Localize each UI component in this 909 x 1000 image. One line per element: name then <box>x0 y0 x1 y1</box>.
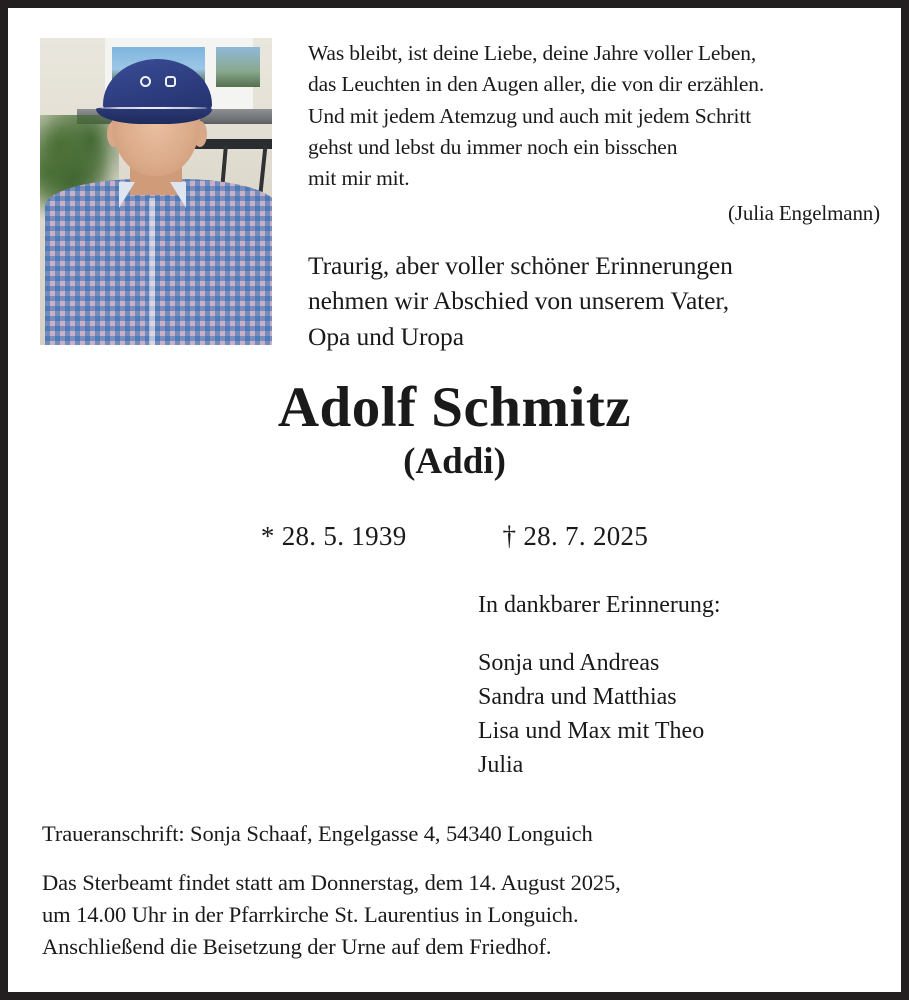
poem-block <box>308 38 880 229</box>
photo-checkered-shirt <box>45 179 272 345</box>
deceased-full-name: Adolf Schmitz <box>277 376 632 439</box>
notice-inner <box>8 8 901 992</box>
photo-canvas <box>40 38 272 345</box>
survivor-name: Sonja und Andreas <box>478 650 660 677</box>
memory-block <box>478 588 878 782</box>
death-date: † 28. 7. 2025 <box>502 521 649 551</box>
mourning-address: Traueranschrift: Sonja Schaaf, Engelgasse 4, 54340 Longuich <box>42 821 593 846</box>
life-dates <box>8 521 901 552</box>
photo-window-glass-right <box>216 47 260 87</box>
poem-line: Was bleibt, ist deine Liebe, deine Jahre voller Leben, <box>308 41 757 65</box>
portrait-photo <box>40 38 272 345</box>
photo-shirt-placket <box>149 198 155 345</box>
farewell-block <box>308 248 883 354</box>
deceased-name-block <box>8 378 901 483</box>
survivor-name: Julia <box>478 752 524 779</box>
survivor-name: Lisa und Max mit Theo <box>478 718 705 745</box>
photo-collar-left <box>119 182 135 208</box>
farewell-line: Traurig, aber voller schöner Erinnerungen <box>308 251 733 280</box>
service-line: um 14.00 Uhr in der Pfarrkirche St. Laurentius in Longuich. <box>42 901 579 927</box>
deceased-nickname: (Addi) <box>403 440 506 482</box>
farewell-line: nehmen wir Abschied von unserem Vater, <box>308 286 730 316</box>
photo-collar-right <box>170 182 186 208</box>
photo-cap-logo-right <box>165 76 176 87</box>
service-line: Das Sterbeamt findet statt am Donnerstag, dem 14. August 2025, <box>42 869 621 895</box>
farewell-line: Opa und Uropa <box>308 321 464 351</box>
birth-date: * 28. 5. 1939 <box>260 521 407 551</box>
poem-author: (Julia Engelmann) <box>728 201 880 226</box>
footer-block <box>42 818 882 963</box>
poem-line: das Leuchten in den Augen aller, die von dir erzählen. <box>308 72 765 97</box>
poem-line: mit mir mit. <box>308 166 410 191</box>
service-line: Anschließend die Beisetzung der Urne auf dem Friedhof. <box>42 933 552 959</box>
poem-line: gehst und lebst du immer noch ein bisschen <box>308 134 678 159</box>
poem-line: Und mit jedem Atemzug und auch mit jedem Schritt <box>308 103 752 128</box>
memory-heading: In dankbarer Erinnerung: <box>478 592 721 618</box>
survivor-name: Sandra und Matthias <box>478 684 677 711</box>
